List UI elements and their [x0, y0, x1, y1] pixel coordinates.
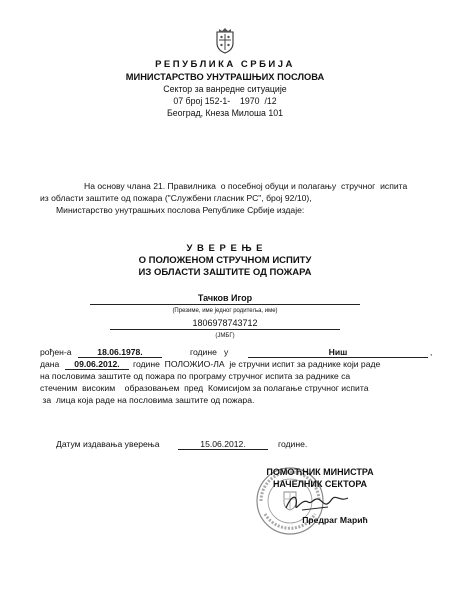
exam-date-label: дана — [40, 359, 60, 369]
person-name-caption: (Презиме, име једног родитеља, име) — [172, 308, 278, 314]
title-line-3: ИЗ ОБЛАСТИ ЗАШТИТЕ ОД ПОЖАРА — [138, 267, 312, 278]
certificate-title — [0, 243, 450, 279]
issue-year-label: године. — [278, 439, 308, 449]
body-line-3: на пословима заштите од пожара по програму стручног испита за раднике са — [40, 371, 351, 381]
body-line-2: године ПОЛОЖИО-ЛА је стручни испит за раднике који раде — [133, 359, 381, 369]
intro-line-1: На основу члана 21. Правилника о посебној обуци и полагању стручног испита — [84, 181, 408, 191]
person-jmbg: 1806978743712 — [110, 318, 340, 330]
born-label: рођен-а — [40, 347, 72, 357]
coat-of-arms-icon — [214, 28, 236, 54]
ministry-name: МИНИСТАРСТВО УНУТРАШЊИХ ПОСЛОВА — [125, 72, 325, 82]
document-header — [0, 59, 450, 119]
signatory-title-1: ПОМОЋНИК МИНИСТРА — [266, 467, 374, 477]
person-jmbg-caption: (ЈМБГ) — [215, 333, 235, 339]
issue-date-label: Датум издавања уверења — [56, 439, 160, 449]
intro-line-3: Министарство унутрашњих послова Републике Србије издаје: — [56, 205, 305, 215]
title-line-2: О ПОЛОЖЕНОМ СТРУЧНОМ ИСПИТУ — [138, 255, 312, 266]
handwritten-signature-icon — [282, 490, 352, 516]
title-line-1: У В Е Р Е Њ Е — [186, 243, 264, 254]
birth-place: Ниш — [248, 347, 428, 358]
reference-number: 07 број 152-1- 1970 /12 — [173, 96, 277, 106]
signatory-title-2: НАЧЕЛНИК СЕКТОРА — [272, 479, 368, 489]
year-in-label: године у — [190, 347, 229, 357]
signatory-name: Предраг Марић — [302, 515, 368, 525]
sector-name: Сектор за ванредне ситуације — [163, 84, 287, 94]
republic-name: РЕПУБЛИКА СРБИЈА — [155, 59, 295, 70]
exam-date: 09.06.2012. — [65, 359, 129, 370]
body-line-5: за лица која раде на пословима заштите од пожара. — [40, 395, 255, 405]
comma: , — [430, 347, 433, 357]
birth-date: 18.06.1978. — [78, 347, 162, 358]
person-name: Тачков Игор — [90, 293, 360, 305]
body-line-4: стеченим високим образовањем пред Комисијом за полагање стручног испита — [40, 383, 369, 393]
intro-line-2: из области заштите од пожара ("Службени гласник РС", број 92/10), — [40, 193, 312, 203]
address: Београд, Кнеза Милоша 101 — [166, 108, 284, 118]
issue-date: 15.06.2012. — [178, 439, 268, 450]
